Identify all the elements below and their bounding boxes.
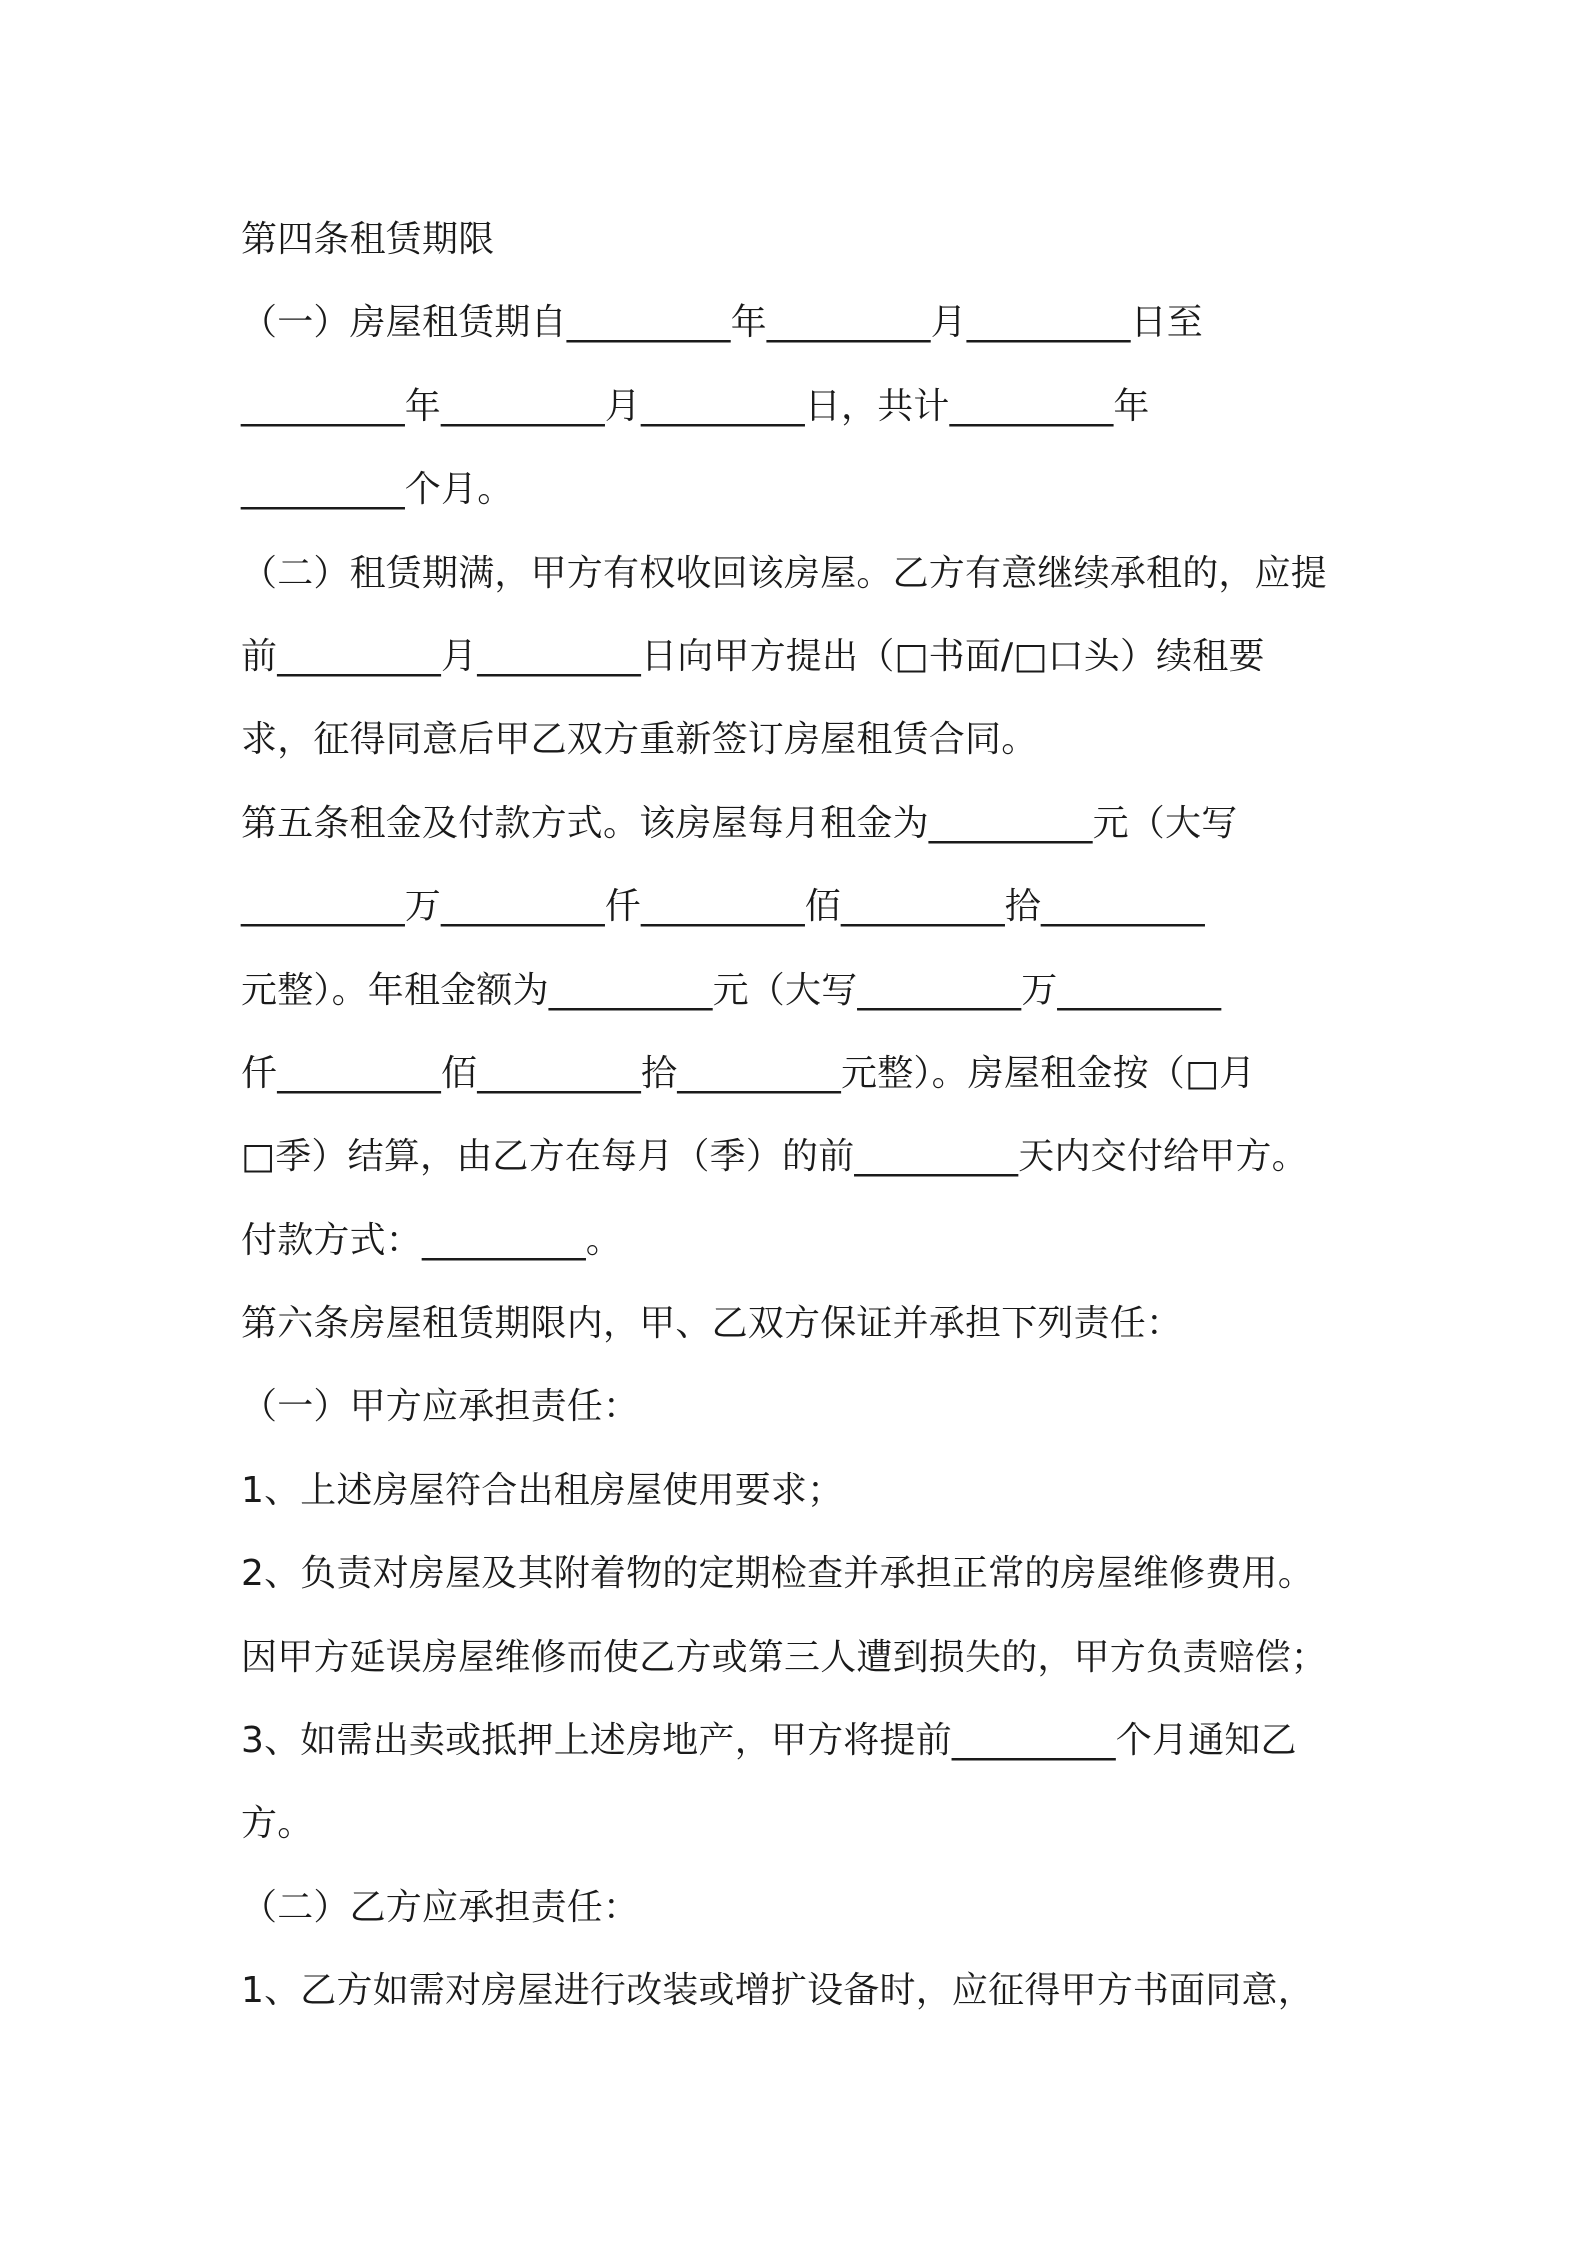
- article-4-clause-2-line-2: 前_________月_________日向甲方提出（□书面/□口头）续租要: [241, 635, 1265, 677]
- party-a-item-3-line-1: 3、如需出卖或抵押上述房地产，甲方将提前_________个月通知乙: [241, 1720, 1297, 1762]
- party-a-item-2-line-1: 2、负责对房屋及其附着物的定期检查并承担正常的房屋维修费用。: [241, 1553, 1314, 1595]
- article-4-clause-1-line-2: _________年_________月_________日，共计_________年: [241, 385, 1150, 427]
- article-4-clause-2-line-3: 求，征得同意后甲乙双方重新签订房屋租赁合同。: [241, 719, 1038, 761]
- article-5-line-3: 元整）。年租金额为_________元（大写_________万_________: [241, 969, 1222, 1011]
- article-5-line-6: 付款方式：_________。: [241, 1219, 623, 1261]
- article-4-heading: 第四条租赁期限: [241, 219, 495, 260]
- document-body: [241, 198, 1371, 2033]
- party-b-item-1-line-1: 1、乙方如需对房屋进行改装或增扩设备时，应征得甲方书面同意，: [241, 1970, 1314, 2012]
- article-5-line-2: _________万_________仟_________佰_________拾_________: [241, 886, 1205, 928]
- party-a-responsibilities-heading: （一）甲方应承担责任：: [241, 1386, 640, 1428]
- party-a-item-3-line-2: 方。: [241, 1803, 314, 1845]
- article-6-heading: 第六条房屋租赁期限内，甲、乙双方保证并承担下列责任：: [241, 1303, 1183, 1345]
- party-a-item-1: 1、上述房屋符合出租房屋使用要求；: [241, 1469, 844, 1511]
- party-b-responsibilities-heading: （二）乙方应承担责任：: [241, 1886, 640, 1928]
- article-5-line-5: □季）结算，由乙方在每月（季）的前_________天内交付给甲方。: [241, 1136, 1308, 1178]
- party-a-item-2-line-2: 因甲方延误房屋维修而使乙方或第三人遭到损失的，甲方负责赔偿；: [241, 1636, 1328, 1678]
- article-4-clause-1-line-3: _________个月。: [241, 469, 514, 511]
- article-4-clause-1-line-1: （一）房屋租赁期自_________年_________月_________日至: [241, 302, 1204, 344]
- article-5-line-1: 第五条租金及付款方式。该房屋每月租金为_________元（大写: [241, 802, 1238, 844]
- article-4-clause-2-line-1: （二）租赁期满，甲方有权收回该房屋。乙方有意继续承租的，应提: [241, 552, 1328, 594]
- article-5-line-4: 仟_________佰_________拾_________元整）。房屋租金按（□月: [241, 1052, 1256, 1094]
